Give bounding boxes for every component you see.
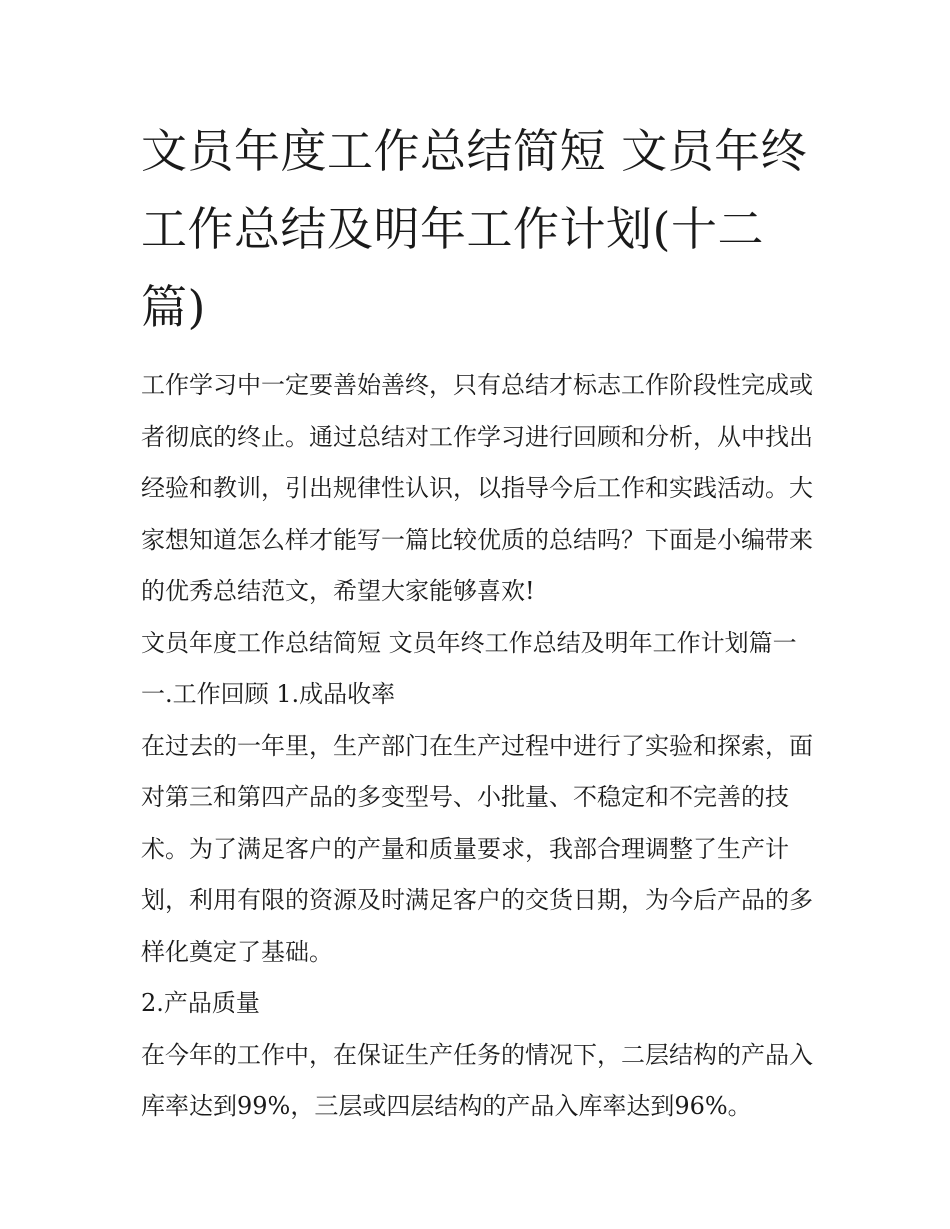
intro-paragraph: 工作学习中一定要善始善终，只有总结才标志工作阶段性完成或者彻底的终止。通过总结对工作学习进行回顾和分析，从中找出经验和教训，引出规律性认识，以指导今后工作和实践活动。大家想知道怎么样才能写一篇比较优质的总结吗？下面是小编带来的优秀总结范文，希望大家能够喜欢! — [141, 371, 813, 605]
quality-heading: 2.产品质量 — [141, 989, 260, 1017]
document-page — [141, 112, 813, 1133]
quality-paragraph: 在今年的工作中，在保证生产任务的情况下，二层结构的产品入库率达到99%，三层或四层结构的产品入库率达到96%。 — [141, 1040, 813, 1120]
document-title: 文员年度工作总结简短 文员年终工作总结及明年工作计划(十二篇) — [141, 124, 808, 334]
review-paragraph: 在过去的一年里，生产部门在生产过程中进行了实验和探索，面对第三和第四产品的多变型号、小批量、不稳定和不完善的技术。为了满足客户的产量和质量要求，我部合理调整了生产计划，利用有限的资源及时满足客户的交货日期，为今后产品的多样化奠定了基础。 — [141, 731, 813, 966]
section-heading: 文员年度工作总结简短 文员年终工作总结及明年工作计划篇一 一.工作回顾 1.成品收率 — [141, 628, 797, 708]
document-body — [141, 360, 813, 1133]
